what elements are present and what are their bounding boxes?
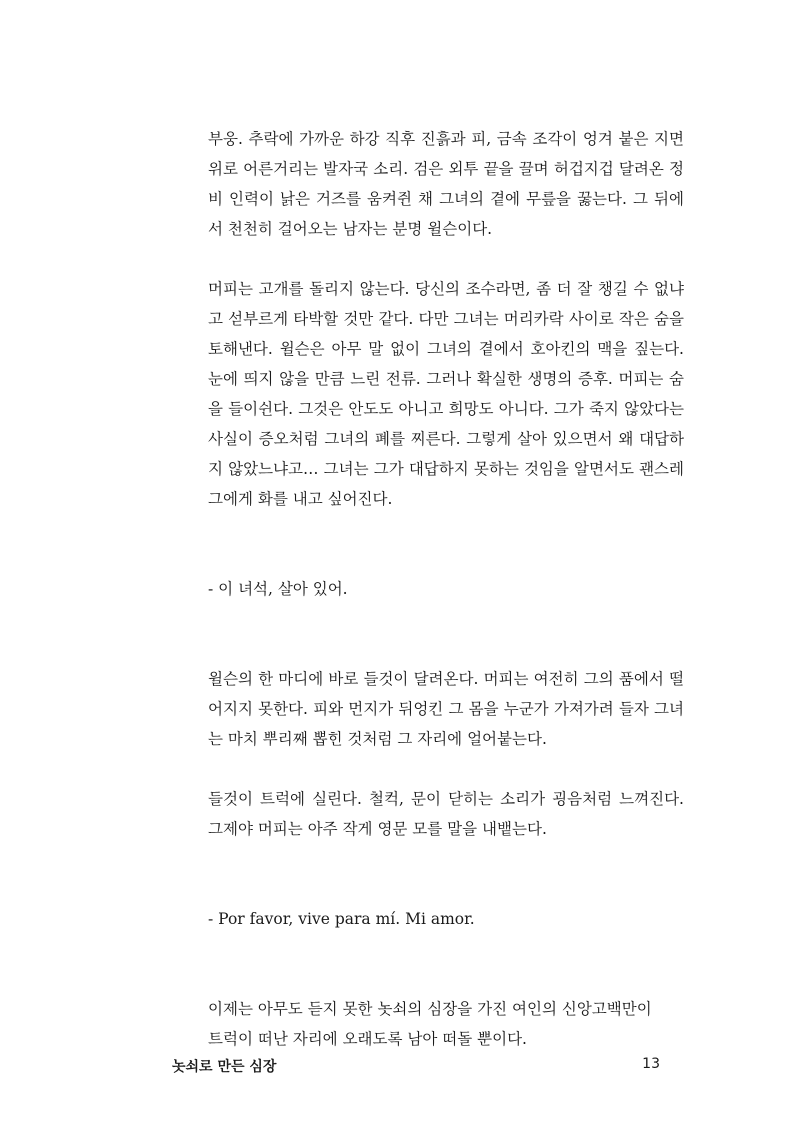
running-title: 놋쇠로 만든 심장 (172, 1059, 277, 1075)
dialogue-1: - 이 녀석, 살아 있어. (208, 580, 348, 598)
paragraph-1: 부웅. 추락에 가까운 하강 직후 진흙과 피, 금속 조각이 엉겨 붙은 지면 위로 어른거리는 발자국 소리. 검은 외투 끝을 끌며 허겁지겁 달려온 정비 인력이 낡은 거즈를 움켜쥔 채 그녀의 곁에 무릎을 꿇는다. 그 뒤에서 천천히 걸어오는 남자는 분명 윌슨이다. (208, 130, 684, 238)
paragraph-5-line-1: 이제는 아무도 듣지 못한 놋쇠의 심장을 가진 여인의 신앙고백만이 (208, 1000, 652, 1018)
paragraph-4: 들것이 트럭에 실린다. 철컥, 문이 닫히는 소리가 굉음처럼 느껴진다. 그제야 머피는 아주 작게 영문 모를 말을 내뱉는다. (208, 790, 684, 838)
paragraph-5 (208, 994, 684, 1054)
paragraph-3: 윌슨의 한 마디에 바로 들것이 달려온다. 머피는 여전히 그의 품에서 떨어지지 못한다. 피와 먼지가 뒤엉킨 그 몸을 누군가 가져가려 들자 그녀는 마치 뿌리째 뽑힌 것처럼 그 자리에 얼어붙는다. (208, 670, 684, 748)
dialogue-2: - Por favor, vive para mí. Mi amor. (208, 910, 475, 928)
paragraph-2: 머피는 고개를 돌리지 않는다. 당신의 조수라면, 좀 더 잘 챙길 수 없냐고 섣부르게 타박할 것만 같다. 다만 그녀는 머리카락 사이로 작은 숨을 토해낸다. 윌슨은 아무 말 없이 그녀의 곁에서 호아킨의 맥을 짚는다. 눈에 띄지 않을 만큼 느린 전류. 그러나 확실한 생명의 증후. 머피는 숨을 들이쉰다. 그것은 안도도 아니고 희망도 아니다. 그가 죽지 않았다는 사실이 증오처럼 그녀의 폐를 찌른다. 그렇게 살아 있으면서 왜 대답하지 않았느냐고… 그녀는 그가 대답하지 못하는 것임을 알면서도 괜스레 그에게 화를 내고 싶어진다. (208, 280, 684, 508)
page-number: 13 (642, 1056, 660, 1072)
paragraph-5-line-2: 트럭이 떠난 자리에 오래도록 남아 떠돌 뿐이다. (208, 1030, 527, 1048)
page-body (208, 124, 684, 1054)
